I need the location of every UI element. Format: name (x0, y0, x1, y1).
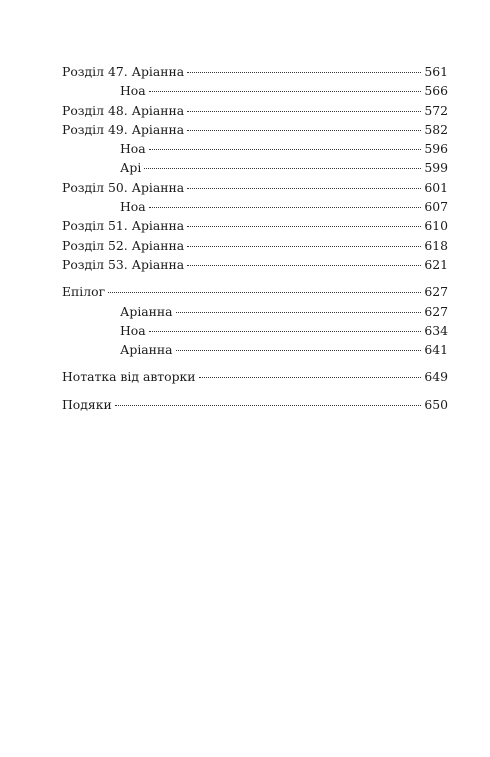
toc-entry-title: Розділ 50. Аріанна (62, 179, 185, 195)
toc-subentry (62, 340, 448, 359)
dot-leader (108, 292, 421, 293)
toc-subentry (62, 81, 448, 100)
toc-entry-title: Розділ 53. Аріанна (62, 256, 185, 272)
toc-page-number: 601 (424, 179, 448, 195)
toc-page-number: 627 (424, 284, 448, 300)
toc-entry-title: Нотатка від авторки (62, 369, 196, 385)
dot-leader (149, 207, 422, 208)
toc-entry (62, 101, 448, 120)
dot-leader (149, 149, 422, 150)
toc-entry-title: Розділ 47. Аріанна (62, 64, 185, 79)
toc-subentry (62, 158, 448, 177)
toc-page-number: 599 (424, 160, 448, 176)
toc-entry-title: Розділ 51. Аріанна (62, 218, 185, 234)
dot-leader (176, 350, 422, 351)
toc-page-number: 634 (424, 322, 448, 338)
toc-page-number: 610 (424, 218, 448, 234)
table-of-contents (62, 62, 448, 414)
dot-leader (176, 312, 422, 313)
toc-entry-title: Епілог (62, 284, 106, 300)
toc-entry-title: Аріанна (120, 303, 173, 319)
toc-entry-title: Арі (120, 160, 142, 176)
toc-page-number: 650 (424, 396, 448, 412)
toc-entry (62, 120, 448, 139)
toc-page-number: 649 (424, 369, 448, 385)
toc-page-number: 596 (424, 141, 448, 157)
dot-leader (199, 377, 422, 378)
dot-leader (144, 168, 421, 169)
toc-entry (62, 178, 448, 197)
toc-subentry (62, 302, 448, 321)
toc-entry (62, 395, 448, 414)
toc-subentry (62, 197, 448, 216)
toc-subentry (62, 321, 448, 340)
dot-leader (149, 331, 422, 332)
toc-entry-title: Ноа (120, 83, 146, 99)
dot-leader (187, 188, 421, 189)
toc-page-number: 607 (424, 199, 448, 215)
toc-entry-title: Подяки (62, 396, 112, 412)
toc-page-number: 572 (424, 102, 448, 118)
toc-group-gap (62, 274, 448, 282)
toc-page-number: 561 (424, 64, 448, 79)
toc-page-number: 618 (424, 237, 448, 253)
dot-leader (187, 72, 421, 73)
toc-entry-title: Аріанна (120, 342, 173, 358)
dot-leader (187, 226, 421, 227)
toc-entry (62, 255, 448, 274)
toc-entry-title: Розділ 48. Аріанна (62, 102, 185, 118)
toc-group-gap (62, 359, 448, 367)
dot-leader (187, 111, 421, 112)
dot-leader (187, 265, 421, 266)
toc-entry-title: Ноа (120, 322, 146, 338)
toc-entry (62, 282, 448, 301)
dot-leader (115, 405, 422, 406)
toc-entry (62, 236, 448, 255)
toc-subentry (62, 139, 448, 158)
toc-page-number: 566 (424, 83, 448, 99)
toc-page-number: 641 (424, 342, 448, 358)
toc-page-number: 627 (424, 303, 448, 319)
toc-entry (62, 216, 448, 235)
toc-entry (62, 62, 448, 81)
dot-leader (149, 91, 422, 92)
dot-leader (187, 246, 421, 247)
toc-page-number: 621 (424, 256, 448, 272)
dot-leader (187, 130, 421, 131)
toc-entry (62, 367, 448, 386)
toc-group-gap (62, 387, 448, 395)
toc-entry-title: Розділ 49. Аріанна (62, 121, 185, 137)
toc-page-number: 582 (424, 121, 448, 137)
toc-entry-title: Ноа (120, 199, 146, 215)
toc-entry-title: Розділ 52. Аріанна (62, 237, 185, 253)
toc-entry-title: Ноа (120, 141, 146, 157)
